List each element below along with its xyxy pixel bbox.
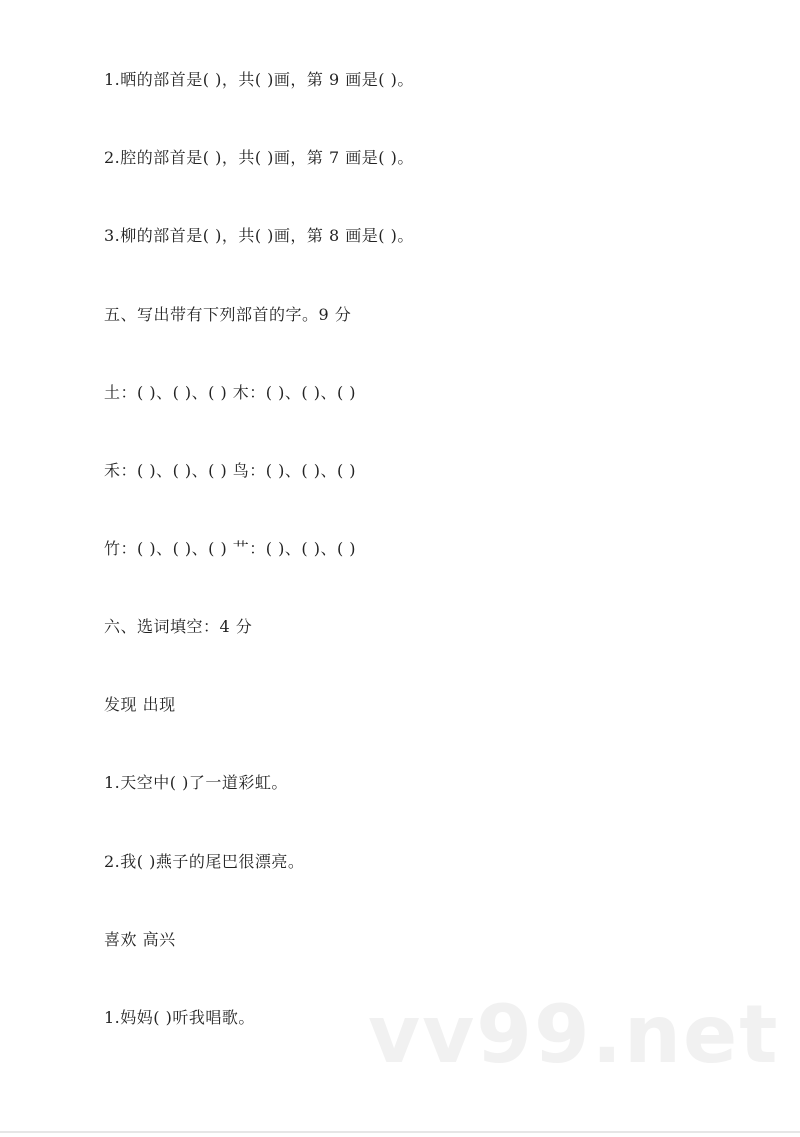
question-line: 2.腔的部首是( )，共( )画，第 7 画是( )。 — [104, 148, 414, 167]
word-choices: 发现 出现 — [104, 695, 176, 714]
section-heading: 六、选词填空：4 分 — [104, 617, 253, 636]
page-bottom-divider — [0, 1131, 800, 1133]
question-line: 3.柳的部首是( )，共( )画，第 8 画是( )。 — [104, 226, 414, 245]
radical-line: 禾：( )、( )、( ) 鸟：( )、( )、( ) — [104, 461, 357, 480]
watermark: vv99.net — [368, 988, 780, 1081]
section-heading: 五、写出带有下列部首的字。9 分 — [104, 305, 352, 324]
radical-line: 竹：( )、( )、( ) 艹：( )、( )、( ) — [104, 539, 357, 558]
radical-line: 土：( )、( )、( ) 木：( )、( )、( ) — [104, 383, 357, 402]
word-choices: 喜欢 高兴 — [104, 930, 176, 949]
question-line: 1.妈妈( )听我唱歌。 — [104, 1008, 255, 1027]
question-line: 1.天空中( )了一道彩虹。 — [104, 773, 288, 792]
question-line: 2.我( )燕子的尾巴很漂亮。 — [104, 852, 305, 871]
question-line: 1.晒的部首是( )，共( )画，第 9 画是( )。 — [104, 70, 414, 89]
